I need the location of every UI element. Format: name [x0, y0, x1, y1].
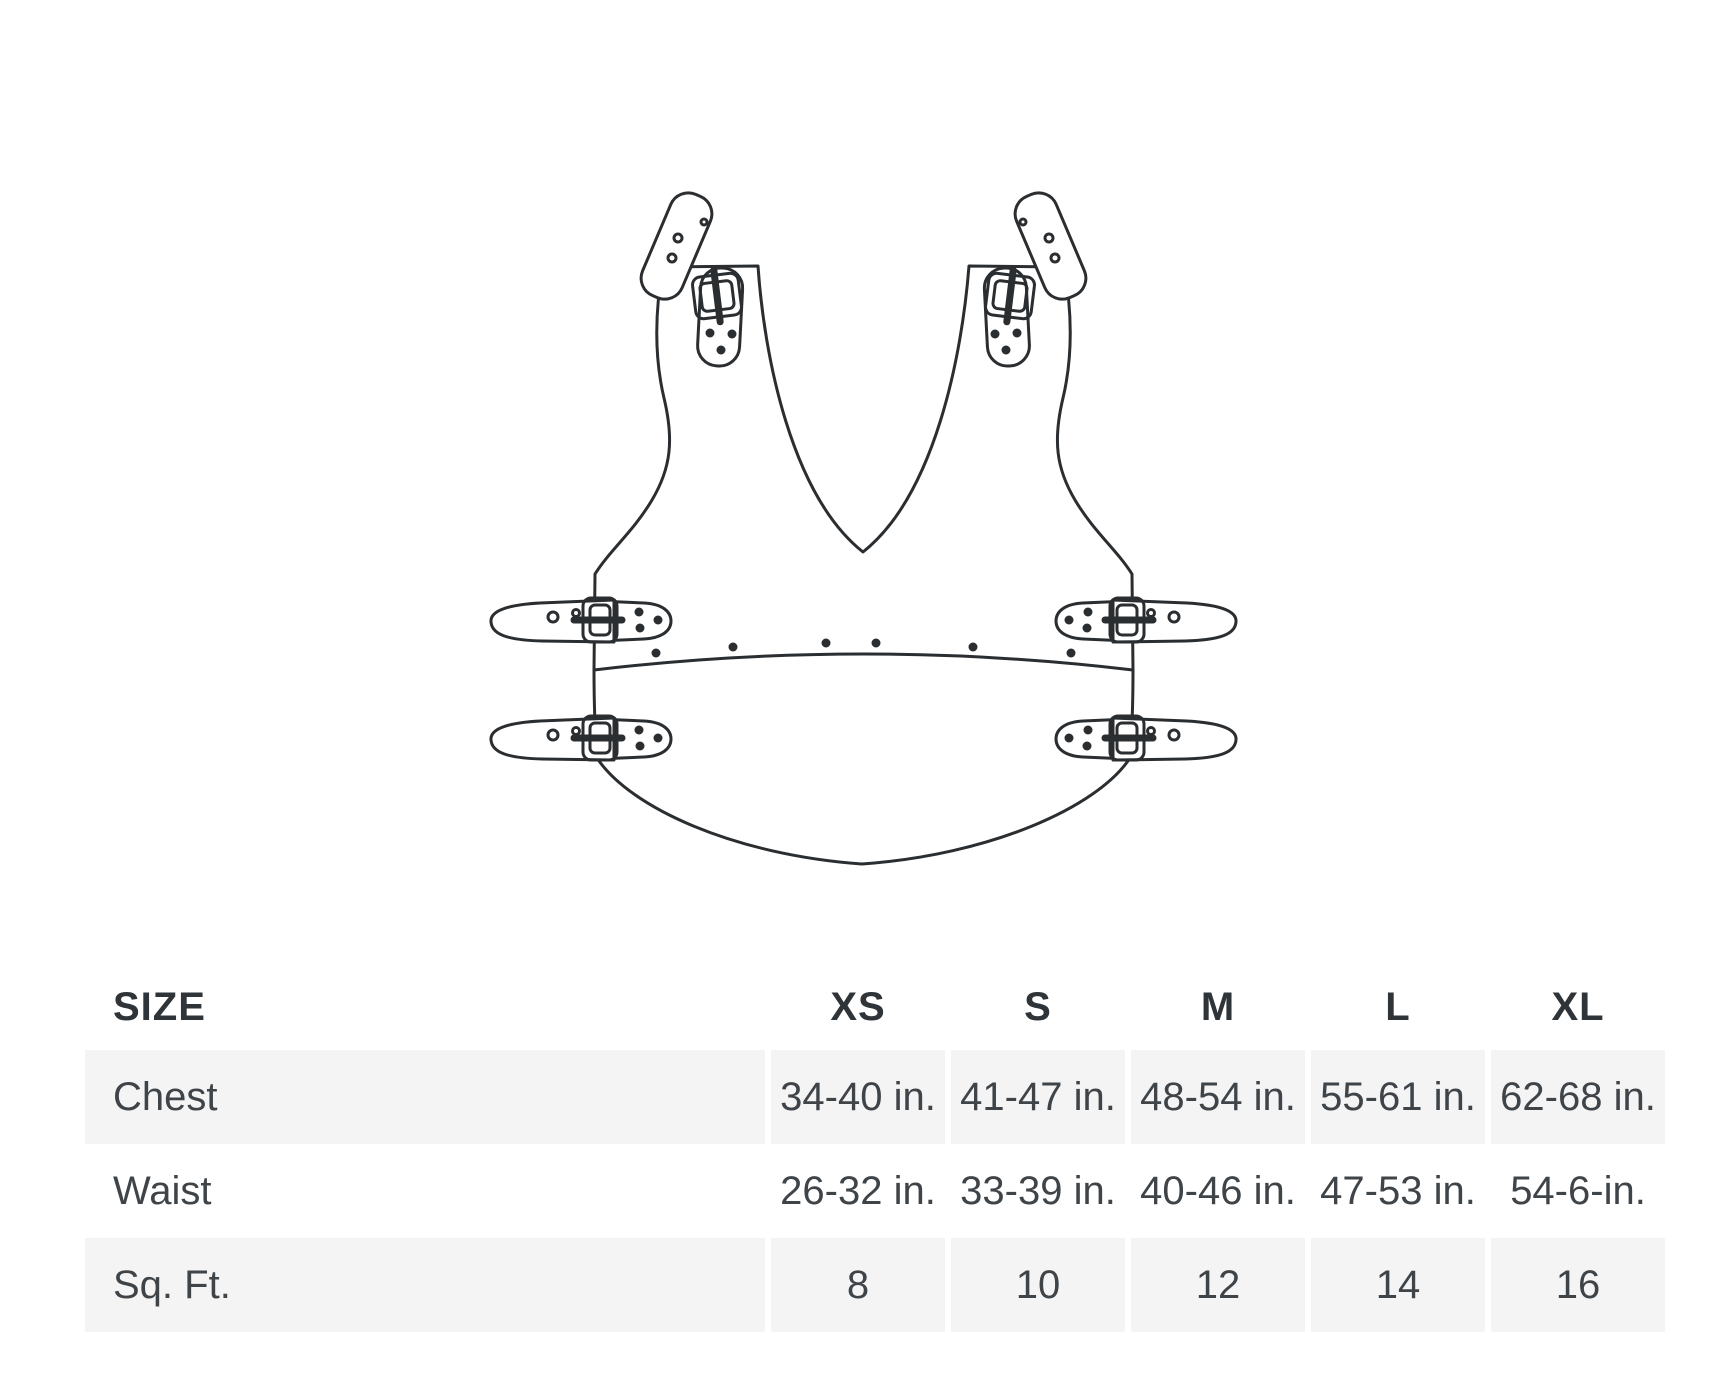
table-row-sqft — [85, 1238, 1667, 1332]
row-label-chest: Chest — [85, 1050, 765, 1144]
sqft-m-value: 12 — [1131, 1238, 1305, 1332]
sqft-xl-value: 16 — [1491, 1238, 1665, 1332]
column-header-xs: XS — [830, 984, 886, 1029]
size-table — [85, 972, 1667, 1332]
side-strap-upper-right — [1056, 598, 1236, 642]
sqft-l-value: 14 — [1311, 1238, 1485, 1332]
row-label-waist: Waist — [113, 1168, 212, 1213]
column-header-l: L — [1385, 984, 1411, 1029]
chest-xl-value: 62-68 in. — [1491, 1050, 1665, 1144]
table-row-waist — [85, 1144, 1667, 1238]
waist-xs-value: 26-32 in. — [780, 1168, 936, 1213]
waist-s-value: 33-39 in. — [960, 1168, 1116, 1213]
size-column-header: SIZE — [113, 984, 206, 1029]
column-header-s: S — [1024, 984, 1052, 1029]
size-table-header-row — [85, 972, 1667, 1042]
waist-l-value: 47-53 in. — [1320, 1168, 1476, 1213]
chest-m-value: 48-54 in. — [1131, 1050, 1305, 1144]
table-row-chest — [85, 1050, 1667, 1144]
chest-xs-value: 34-40 in. — [771, 1050, 945, 1144]
column-header-m: M — [1200, 984, 1236, 1029]
column-header-xl: XL — [1551, 984, 1605, 1029]
chest-panel — [594, 266, 1133, 864]
chest-s-value: 41-47 in. — [951, 1050, 1125, 1144]
sqft-xs-value: 8 — [771, 1238, 945, 1332]
sqft-s-value: 10 — [951, 1238, 1125, 1332]
chest-l-value: 55-61 in. — [1311, 1050, 1485, 1144]
row-label-sqft: Sq. Ft. — [85, 1238, 765, 1332]
side-strap-upper-left — [491, 598, 671, 642]
side-strap-lower-right — [1056, 716, 1236, 760]
vest-illustration — [480, 180, 1250, 880]
waist-xl-value: 54-6-in. — [1510, 1168, 1646, 1213]
waist-m-value: 40-46 in. — [1140, 1168, 1296, 1213]
side-strap-lower-left — [491, 716, 671, 760]
